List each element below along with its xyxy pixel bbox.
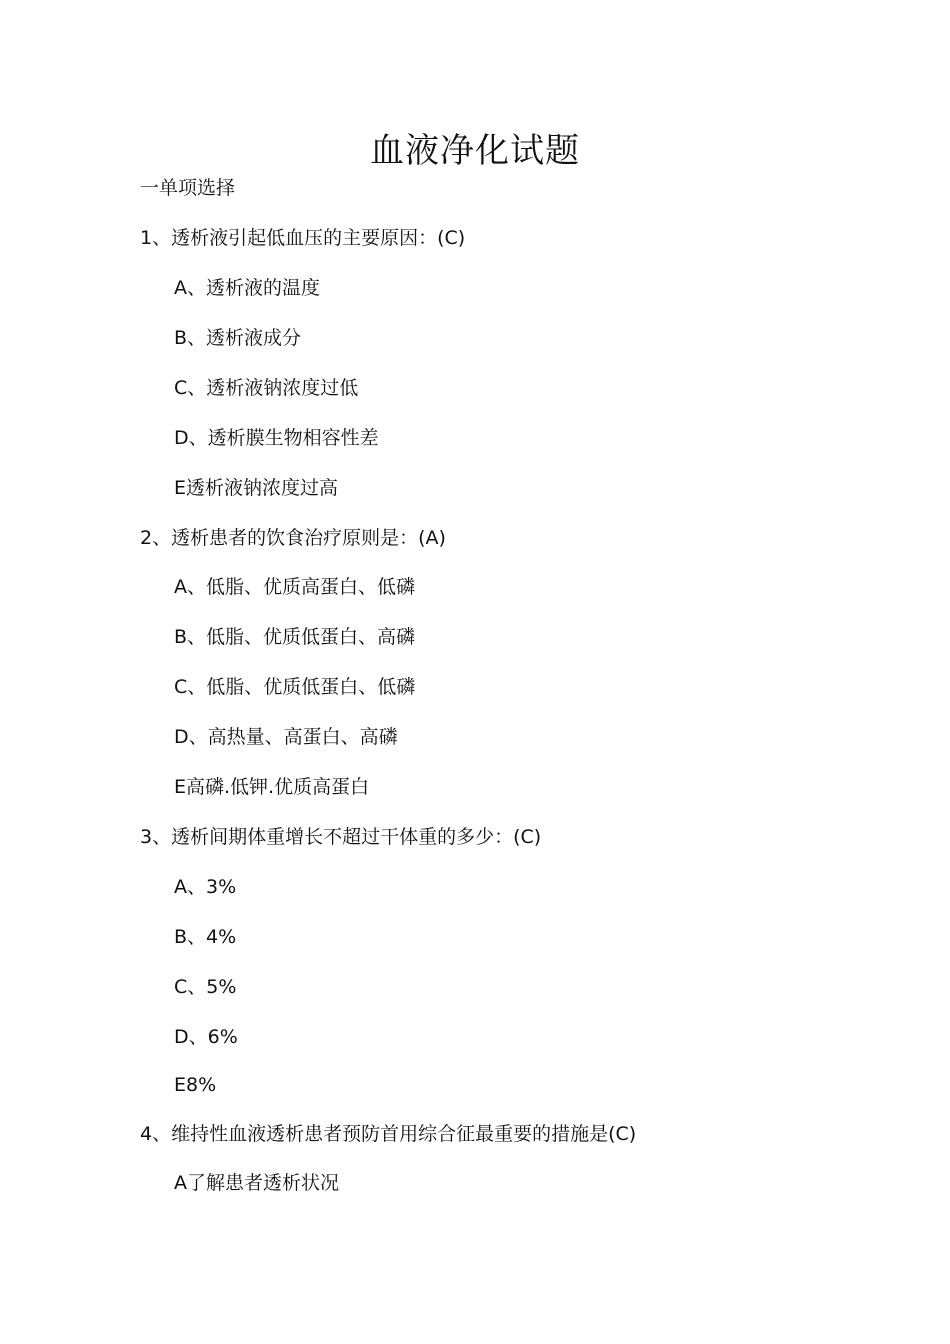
q2-option-e: E高磷.低钾.优质高蛋白 [174, 776, 370, 798]
question-2: 2、透析患者的饮食治疗原则是：(A) [140, 527, 446, 549]
q4-option-a: A了解患者透析状况 [174, 1172, 339, 1194]
q1-option-d: D、透析膜生物相容性差 [174, 427, 379, 449]
q2-option-c: C、低脂、优质低蛋白、低磷 [174, 676, 416, 698]
section-heading: 一单项选择 [140, 177, 236, 199]
q1-option-b: B、透析液成分 [174, 327, 302, 349]
question-4: 4、维持性血液透析患者预防首用综合征最重要的措施是(C) [140, 1123, 637, 1145]
q1-option-a: A、透析液的温度 [174, 277, 320, 299]
q3-option-a: A、3% [174, 876, 237, 898]
q2-option-b: B、低脂、优质低蛋白、高磷 [174, 626, 416, 648]
document-title: 血液净化试题 [370, 130, 580, 171]
q1-option-e: E透析液钠浓度过高 [174, 477, 339, 499]
q1-option-c: C、透析液钠浓度过低 [174, 377, 359, 399]
question-1: 1、透析液引起低血压的主要原因：(C) [140, 227, 466, 249]
q2-option-a: A、低脂、优质高蛋白、低磷 [174, 576, 415, 598]
q3-option-c: C、5% [174, 976, 237, 998]
q3-option-b: B、4% [174, 926, 237, 948]
q2-option-d: D、高热量、高蛋白、高磷 [174, 726, 398, 748]
q3-option-d: D、6% [174, 1026, 238, 1048]
q3-option-e: E8% [174, 1074, 217, 1096]
question-3: 3、透析间期体重增长不超过干体重的多少：(C) [140, 826, 542, 848]
